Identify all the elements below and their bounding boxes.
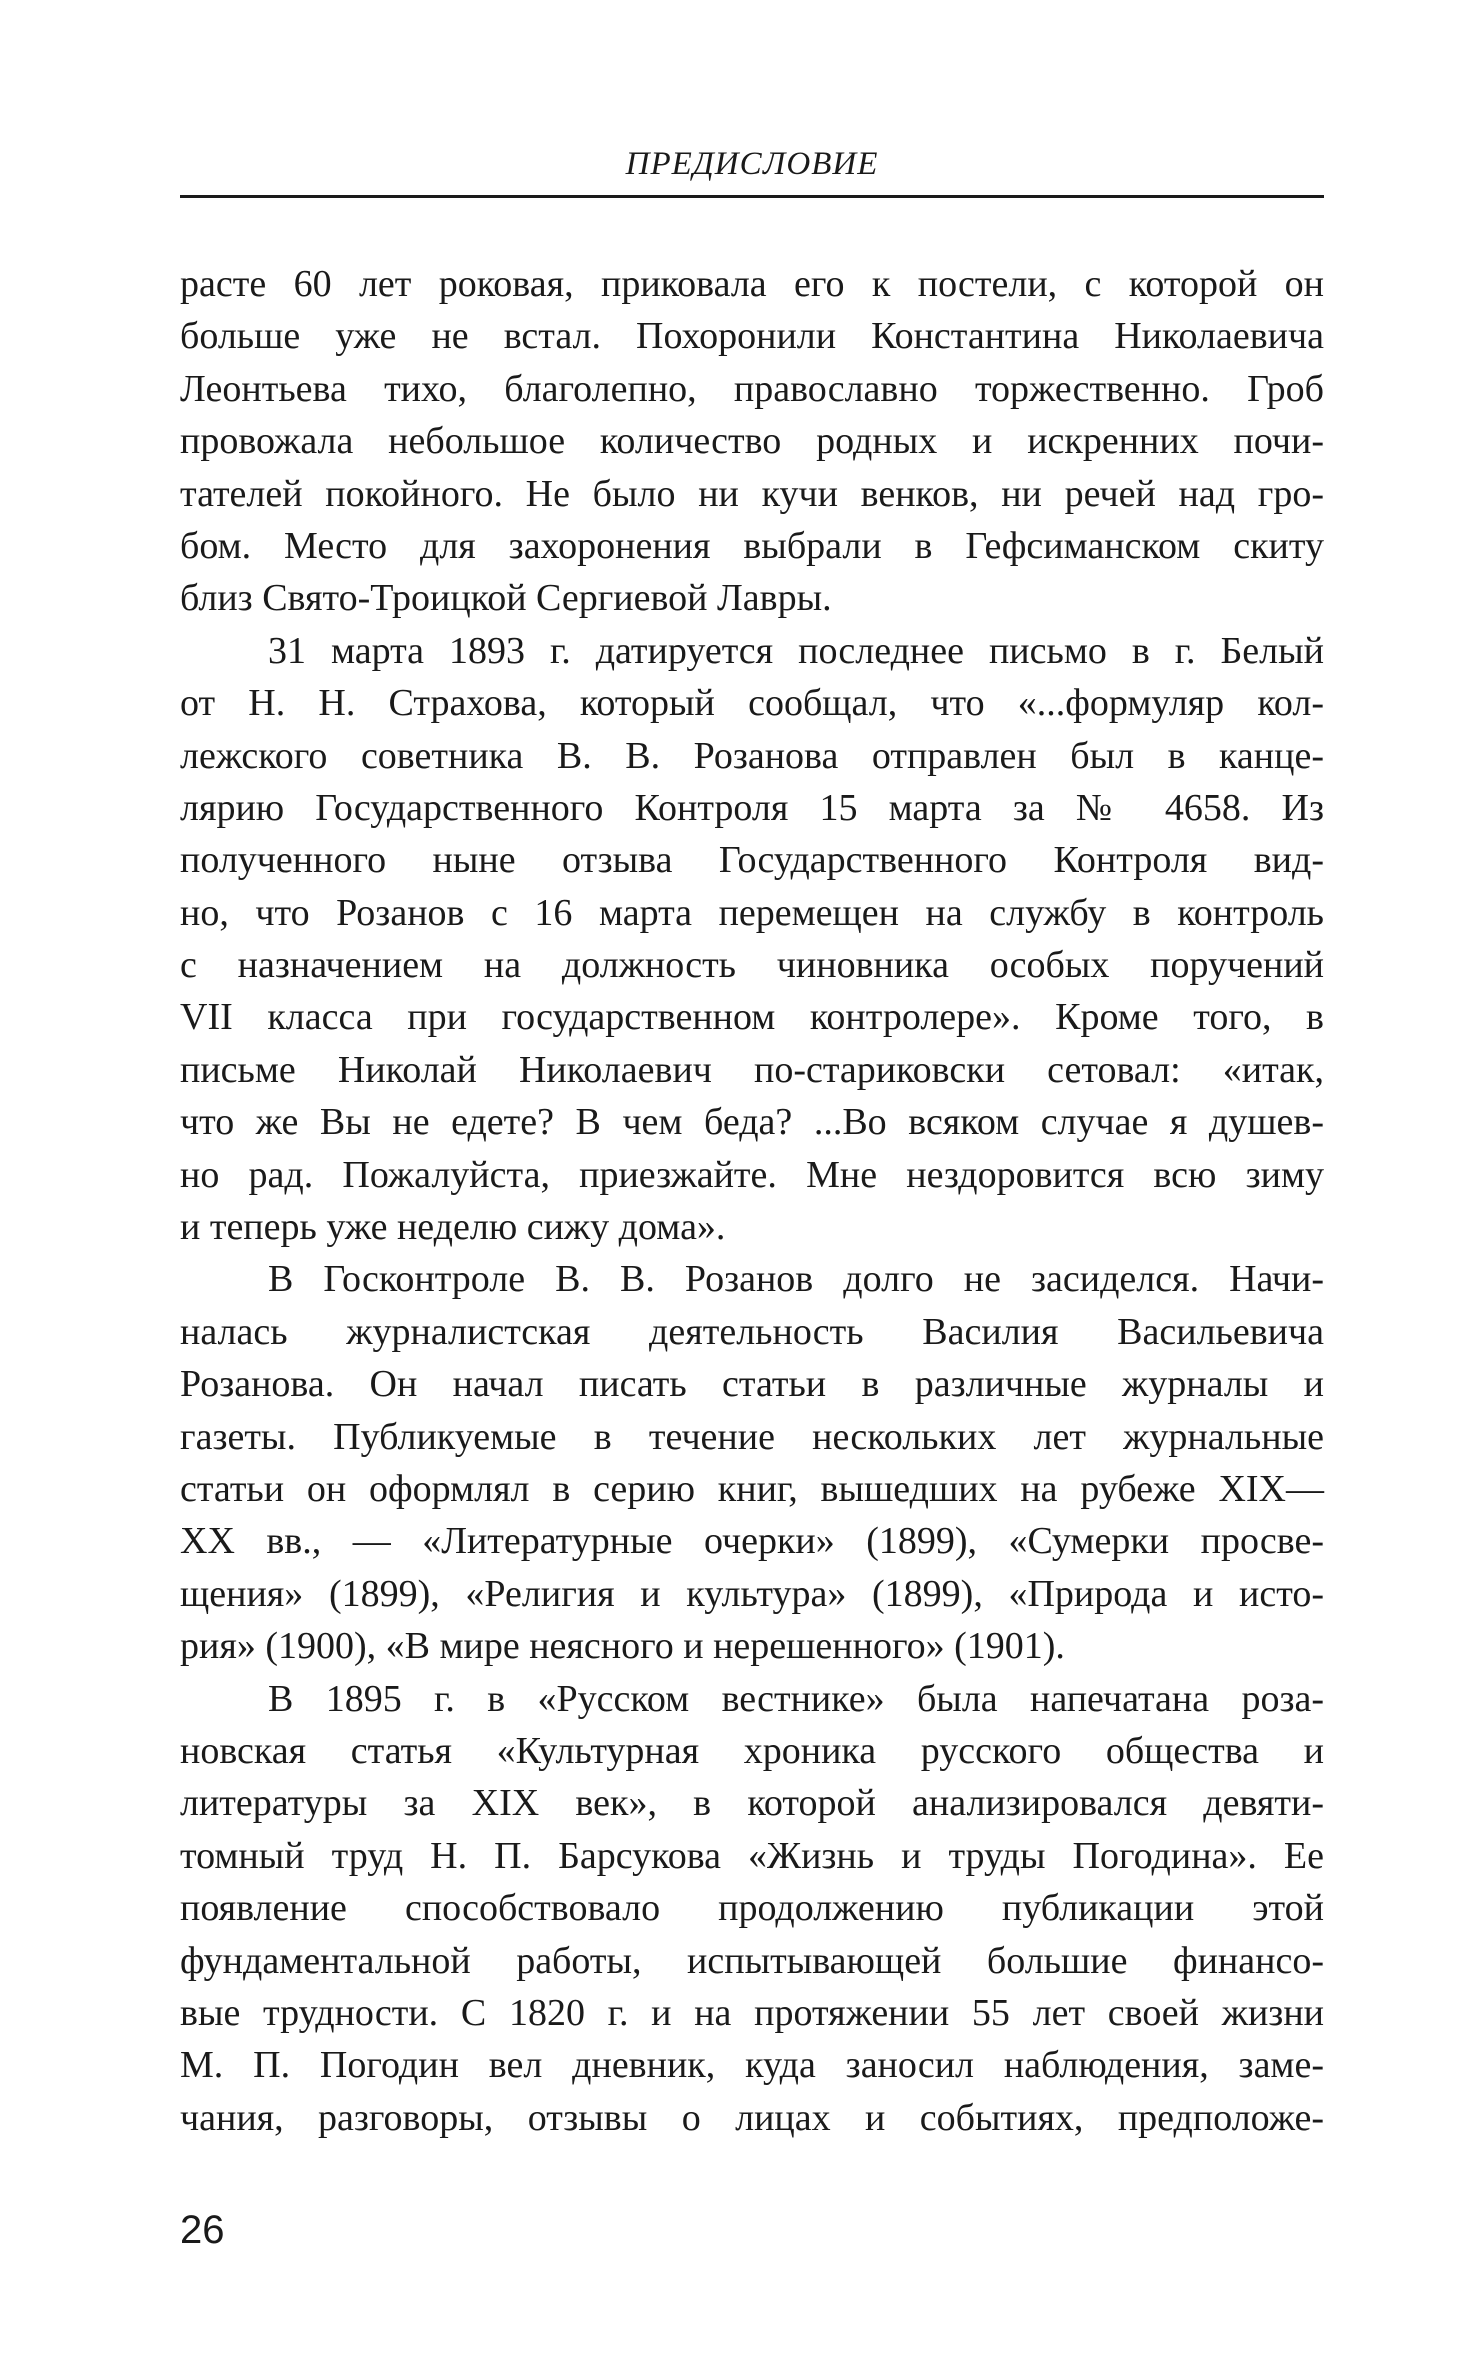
text-line: больше уже не встал. Похоронили Константина Николаевича — [180, 315, 1324, 358]
text-line: близ Свято-Троицкой Сергиевой Лавры. — [180, 577, 832, 620]
text-line: вые трудности. С 1820 г. и на протяжении 55 лет своей жизни — [180, 1991, 1324, 2034]
text-line: Леонтьева тихо, благолепно, православно торжественно. Гроб — [180, 367, 1324, 410]
text-line: провожала небольшое количество родных и искренних почи- — [180, 420, 1324, 463]
text-line: появление способствовало продолжению публикации этой — [180, 1887, 1324, 1930]
header-rule — [180, 195, 1324, 198]
text-line: с назначением на должность чиновника особых поручений — [180, 944, 1324, 987]
text-line: томный труд Н. П. Барсукова «Жизнь и труды Погодина». Ее — [180, 1834, 1324, 1877]
text-line: литературы за XIX век», в которой анализировался девяти- — [180, 1782, 1324, 1825]
text-line: рия» (1900), «В мире неясного и нерешенного» (1901). — [180, 1625, 1065, 1668]
text-line: газеты. Публикуемые в течение нескольких лет журнальные — [180, 1415, 1324, 1458]
page-number: 26 — [180, 2208, 225, 2252]
text-line: полученного ныне отзыва Государственного Контроля вид- — [180, 839, 1324, 882]
body-text — [180, 258, 1324, 2144]
text-line: Розанова. Он начал писать статьи в различные журналы и — [180, 1363, 1324, 1406]
text-line: лежского советника В. В. Розанова отправлен был в канце- — [180, 734, 1324, 777]
text-line: В 1895 г. в «Русском вестнике» была напечатана роза- — [268, 1677, 1324, 1720]
text-line: лярию Государственного Контроля 15 марта за № 4658. Из — [180, 786, 1324, 829]
text-line: но рад. Пожалуйста, приезжайте. Мне нездоровится всю зиму — [180, 1153, 1324, 1196]
text-line: щения» (1899), «Религия и культура» (1899), «Природа и исто- — [180, 1572, 1324, 1615]
text-line: расте 60 лет роковая, приковала его к постели, с которой он — [180, 263, 1324, 305]
text-line: чания, разговоры, отзывы о лицах и событиях, предположе- — [180, 2096, 1324, 2139]
text-line: фундаментальной работы, испытывающей большие финансо- — [180, 1939, 1324, 1982]
text-line: XX вв., — «Литературные очерки» (1899), «Сумерки просве- — [180, 1520, 1324, 1563]
text-line: статьи он оформлял в серию книг, вышедших на рубеже XIX— — [180, 1467, 1324, 1510]
text-line: налась журналистская деятельность Василия Васильевича — [180, 1310, 1324, 1353]
text-line: от Н. Н. Страхова, который сообщал, что «...формуляр кол- — [180, 682, 1324, 725]
text-line: 31 марта 1893 г. датируется последнее письмо в г. Белый — [268, 629, 1324, 672]
running-head: ПРЕДИСЛОВИЕ — [625, 146, 879, 182]
text-line: и теперь уже неделю сижу дома». — [180, 1206, 726, 1249]
text-line: но, что Розанов с 16 марта перемещен на службу в контроль — [180, 891, 1324, 934]
text-line: письме Николай Николаевич по-стариковски сетовал: «итак, — [180, 1048, 1324, 1091]
text-line: М. П. Погодин вел дневник, куда заносил наблюдения, заме- — [180, 2044, 1324, 2087]
text-line: VII класса при государственном контролере». Кроме того, в — [180, 996, 1324, 1039]
text-line: В Госконтроле В. В. Розанов долго не засиделся. Начи- — [268, 1258, 1324, 1301]
text-line: что же Вы не едете? В чем беда? ...Во всяком случае я душев- — [180, 1101, 1324, 1144]
text-line: новская статья «Культурная хроника русского общества и — [180, 1729, 1324, 1772]
text-line: бом. Место для захоронения выбрали в Гефсиманском скиту — [180, 524, 1324, 567]
text-line: тателей покойного. Не было ни кучи венков, ни речей над гро- — [180, 472, 1324, 515]
